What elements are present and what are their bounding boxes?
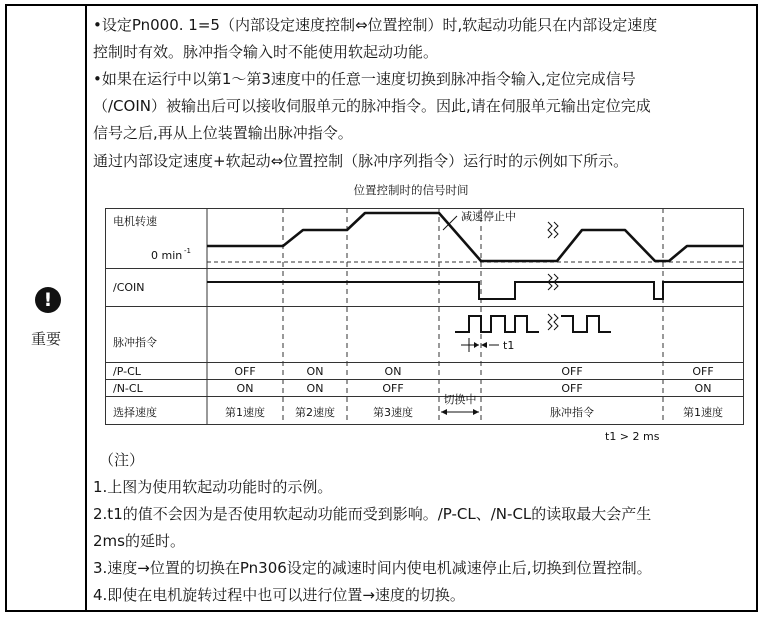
label-select-speed: 选择速度 <box>113 406 157 419</box>
t1-arrowhead-left <box>474 342 479 348</box>
n-cl-cell-4: OFF <box>561 382 583 395</box>
content-column <box>87 6 756 610</box>
important-note-box <box>5 4 758 612</box>
paragraph-2 <box>93 66 651 147</box>
t1-condition: t1 > 2 ms <box>605 430 660 443</box>
p-cl-cell-3: ON <box>384 365 402 378</box>
label-p-cl: /P-CL <box>113 365 141 378</box>
note-2-line-2: 2ms的延时。 <box>93 532 185 550</box>
timing-diagram <box>95 182 755 444</box>
t1-arrowhead-right <box>481 342 487 348</box>
paragraph-2-line-1: •如果在运行中以第1～第3速度中的任意一速度切换到脉冲指令输入,定位完成信号 <box>93 70 636 88</box>
select-cell-5: 第1速度 <box>683 406 723 419</box>
n-cl-cell-1: ON <box>236 382 254 395</box>
n-cl-cell-5: ON <box>694 382 712 395</box>
label-coin: /COIN <box>113 281 145 294</box>
n-cl-cell-2: ON <box>306 382 324 395</box>
notes-section <box>93 447 652 609</box>
select-cell-4: 脉冲指令 <box>550 406 594 419</box>
select-cell-3: 第3速度 <box>373 406 413 419</box>
p-cl-cell-5: OFF <box>692 365 714 378</box>
paragraph-1 <box>93 12 657 66</box>
paragraph-1-line-1: •设定Pn000. 1=5（内部设定速度控制⇔位置控制）时,软起动功能只在内部设定速度 <box>93 16 658 34</box>
switching-arrowhead-right <box>473 409 479 415</box>
diagram-title: 位置控制时的信号时间 <box>353 183 469 197</box>
p-cl-cell-2: ON <box>306 365 324 378</box>
paragraph-3: 通过内部设定速度+软起动⇔位置控制（脉冲序列指令）运行时的示例如下所示。 <box>93 152 629 170</box>
select-cell-2: 第2速度 <box>295 406 335 419</box>
sidebar <box>7 6 85 610</box>
note-2-line-1: 2.t1的值不会因为是否使用软起动功能而受到影响。/P-CL、/N-CL的读取最大会产生 <box>93 505 652 523</box>
t1-label: t1 <box>503 339 515 352</box>
timing-diagram-svg <box>95 182 755 444</box>
p-cl-cell-1: OFF <box>234 365 256 378</box>
label-n-cl: /N-CL <box>113 382 143 395</box>
select-cell-1: 第1速度 <box>225 406 265 419</box>
label-zero-speed: 0 min <box>151 249 183 262</box>
paragraph-2-line-3: 信号之后,再从上位装置输出脉冲指令。 <box>93 124 353 142</box>
coin-waveform <box>207 282 743 299</box>
pulse-waveform-1 <box>455 316 539 332</box>
sidebar-label: 重要 <box>30 330 61 348</box>
label-zero-speed-superscript: -1 <box>184 247 191 255</box>
n-cl-cell-3: OFF <box>382 382 404 395</box>
paragraph-1-line-2: 控制时有效。脉冲指令输入时不能使用软起动功能。 <box>93 43 439 61</box>
switching-label: 切换中 <box>443 393 477 406</box>
paragraph-2-line-2: （/COIN）被输出后可以接收伺服单元的脉冲指令。因此,请在伺服单元输出定位完成 <box>93 97 651 115</box>
diagram-frame <box>106 209 744 425</box>
exclamation-icon: ! <box>35 287 61 313</box>
pulse-break-mark <box>548 314 558 330</box>
switching-arrowhead-left <box>441 409 447 415</box>
p-cl-cell-4: OFF <box>561 365 583 378</box>
note-4: 4.即使在电机旋转过程中也可以进行位置→速度的切换。 <box>93 586 465 604</box>
label-pulse: 脉冲指令 <box>113 336 157 349</box>
pulse-waveform-2 <box>561 316 611 332</box>
label-motor-speed: 电机转速 <box>113 215 157 228</box>
decel-stop-label: 减速停止中 <box>461 210 516 223</box>
notes-heading: （注） <box>99 451 145 469</box>
note-1: 1.上图为使用软起动功能时的示例。 <box>93 478 333 496</box>
speed-break-mark <box>548 222 558 238</box>
note-3: 3.速度→位置的切换在Pn306设定的减速时间内使电机减速停止后,切换到位置控制。 <box>93 559 652 577</box>
